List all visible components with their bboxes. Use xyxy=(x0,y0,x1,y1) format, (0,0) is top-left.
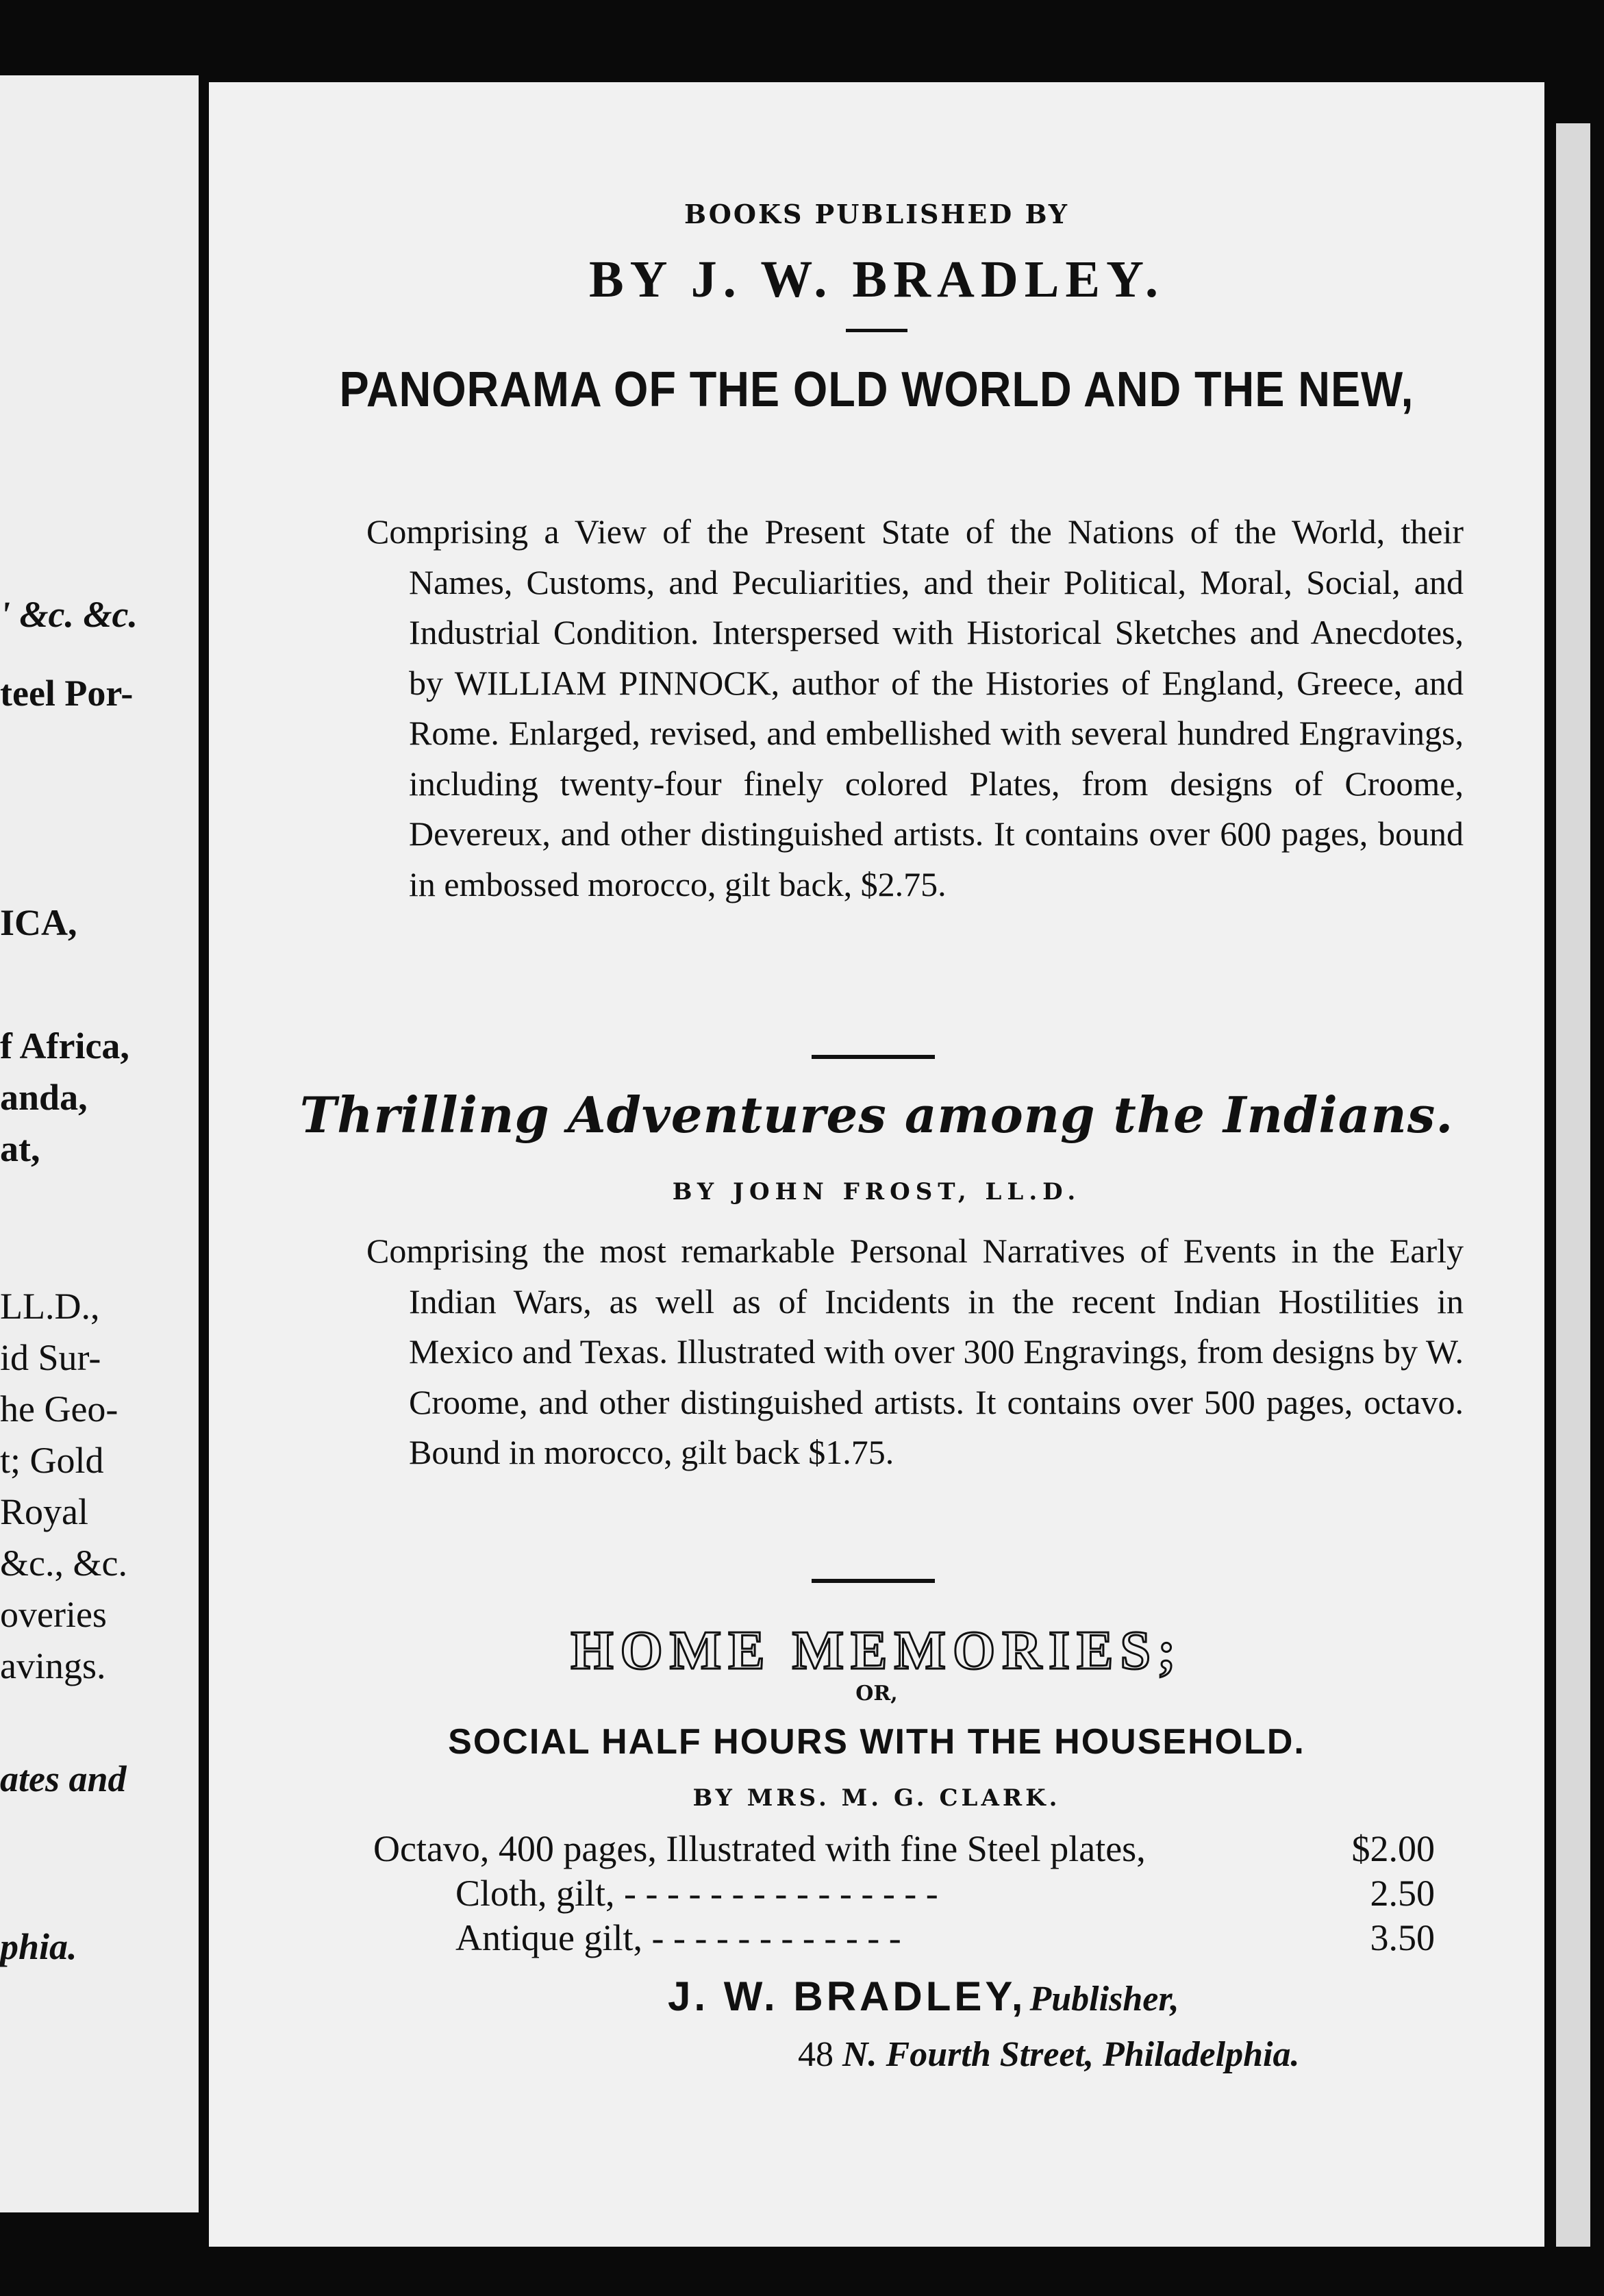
page-heading: BOOKS PUBLISHED BY xyxy=(684,199,1070,229)
address-street: N. Fourth Street, Philadelphia. xyxy=(842,2035,1300,2074)
left-page-line: f Africa, xyxy=(0,1025,129,1066)
price-label: Octavo, 400 pages, Illustrated with fine Steel plates, xyxy=(373,1828,1146,1869)
left-page-line: t; Gold xyxy=(0,1440,104,1481)
left-page-line: LL.D., xyxy=(0,1286,100,1327)
left-page-line: teel Por- xyxy=(0,673,134,714)
left-page-line: Royal xyxy=(0,1491,88,1532)
book2-title: Thrilling Adventures among the Indians. xyxy=(299,1086,1454,1144)
book3-or: OR, xyxy=(855,1682,898,1706)
price-row xyxy=(373,1827,1435,1870)
publisher-title: BY J. W. BRADLEY. xyxy=(588,251,1165,308)
divider-rule xyxy=(846,329,907,332)
right-page-edge xyxy=(1556,123,1590,2247)
left-facing-page xyxy=(0,75,199,2212)
left-page-line: id Sur- xyxy=(0,1337,101,1378)
left-page-line: anda, xyxy=(0,1077,88,1118)
left-page-line: &c., &c. xyxy=(0,1543,127,1584)
left-page-line: at, xyxy=(0,1128,40,1169)
divider-rule xyxy=(812,1055,935,1059)
address-number: 48 xyxy=(798,2035,834,2074)
price-label: Antique gilt, - - - - - - - - - - - - xyxy=(455,1917,901,1958)
left-page-line: he Geo- xyxy=(0,1388,118,1430)
book2-description: Comprising the most remarkable Personal Narratives of Events in the Early Indian Wars, as well as of Incidents in the recent Indian Hostilities in Mexico and Texas. Illustrated with over 300 Engravings, from designs by W. Croome, and other distinguished artists. It contains over 500 pages, octavo. Bound in morocco, gilt back $1.75. xyxy=(366,1232,1464,1471)
left-page-line: overies xyxy=(0,1594,107,1635)
book1-title: PANORAMA OF THE OLD WORLD AND THE NEW, xyxy=(339,362,1414,417)
book3-subtitle: SOCIAL HALF HOURS WITH THE HOUSEHOLD. xyxy=(448,1722,1305,1762)
price-row xyxy=(455,1872,1435,1914)
left-page-line: ' &c. &c. xyxy=(0,594,138,635)
book3-byline: BY MRS. M. G. CLARK. xyxy=(692,1784,1061,1812)
left-page-line: phia. xyxy=(0,1926,77,1967)
left-page-line: ates and xyxy=(0,1758,127,1799)
publisher-role: Publisher, xyxy=(1029,1980,1179,2019)
book1-description: Comprising a View of the Present State of the Nations of the World, their Names, Customs, and Peculiarities, and their Political, Moral, Social, and Industrial Condition. Interspersed with Historical Sketches and Anecdotes, by WILLIAM PINNOCK, author of the Histories of England, Greece, and Rome. Enlarged, revised, and embellished with several hundred Engravings, including twenty-four finely colored Plates, from designs of Croome, Devereux, and other distinguished artists. It contains over 600 pages, bound in embossed morocco, gilt back, $2.75. xyxy=(366,512,1464,903)
publisher-imprint xyxy=(668,1973,1179,2020)
price-value: $2.00 xyxy=(1351,1828,1435,1869)
publisher-address xyxy=(798,2034,1299,2075)
price-value: 3.50 xyxy=(1370,1917,1435,1958)
book2-byline: BY JOHN FROST, LL.D. xyxy=(672,1178,1081,1206)
left-page-line: avings. xyxy=(0,1645,106,1686)
price-label: Cloth, gilt, - - - - - - - - - - - - - - - xyxy=(455,1873,938,1914)
divider-rule xyxy=(812,1579,935,1583)
left-page-line: ICA, xyxy=(0,902,77,943)
publisher-name: J. W. BRADLEY, xyxy=(668,1973,1027,2019)
price-row xyxy=(455,1917,1435,1959)
book-advertisement-page xyxy=(209,82,1544,2247)
book3-title: HOME MEMORIES; xyxy=(571,1621,1183,1681)
price-value: 2.50 xyxy=(1370,1873,1435,1914)
